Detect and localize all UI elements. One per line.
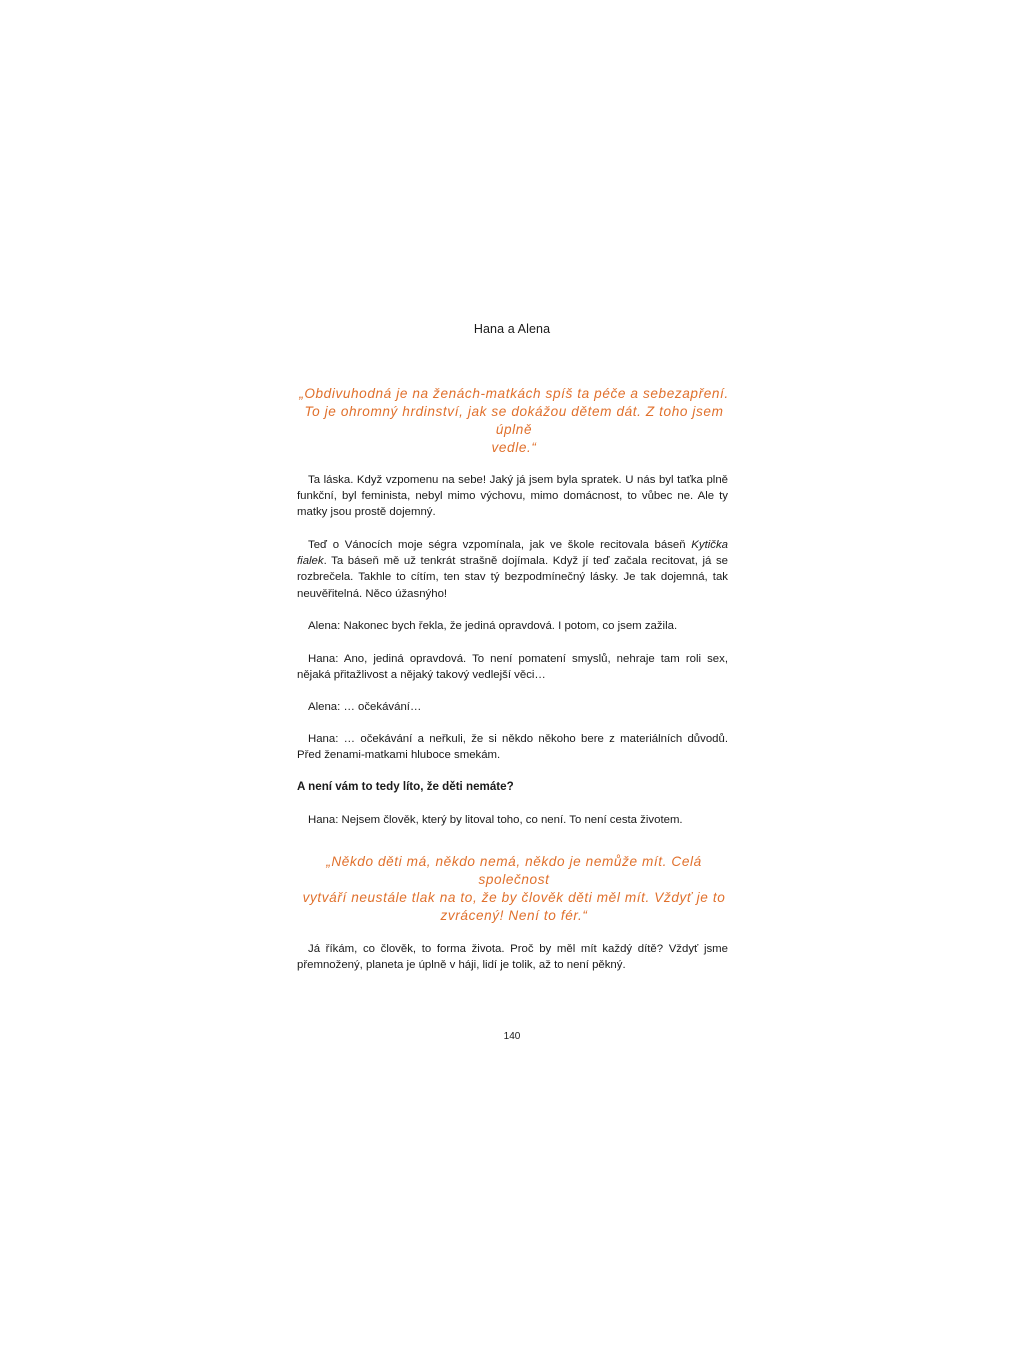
pull-quote-line: vedle.“	[491, 440, 537, 455]
body-paragraph: Ta láska. Když vzpomenu na sebe! Jaký já jsem byla spratek. U nás byl taťka plně funkční, byl feminista, nebyl mimo výchovu, mimo domácnost, to vůbec ne. Ale ty matky jsou prostě dojemný.	[297, 474, 728, 519]
pull-quote-line: „Někdo děti má, někdo nemá, někdo je nemůže mít. Celá společnost	[326, 854, 702, 887]
body-paragraph: Alena: … očekávání…	[308, 701, 422, 713]
body-paragraph: Hana: Ano, jediná opravdová. To není pomatení smyslů, nehraje tam roli sex, nějaká přitažlivost a nějaký takový vedlejší věci…	[297, 653, 728, 682]
pull-quote-line: vytváří neustále tlak na to, že by člověk děti měl mít. Vždyť je to	[302, 890, 726, 905]
body-paragraph	[297, 537, 728, 602]
body-paragraph: Hana: … očekávání a neřkuli, že si někdo někoho bere z materiálních důvodů. Před ženami-matkami hluboce smekám.	[297, 733, 728, 762]
body-paragraph: Hana: Nejsem člověk, který by litoval toho, co není. To není cesta životem.	[308, 814, 683, 826]
pull-quote-line: zvrácený! Není to fér.“	[440, 908, 588, 923]
pull-quote-line: To je ohromný hrdinství, jak se dokážou dětem dát. Z toho jsem úplně	[304, 404, 724, 437]
pull-quote-line: „Obdivuhodná je na ženách-matkách spíš ta péče a sebezapření.	[299, 386, 729, 401]
poem-title: Kytička fialek	[297, 539, 728, 568]
running-head: Hana a Alena	[473, 322, 551, 336]
pull-quote	[296, 385, 732, 457]
paragraph-text: . Ta báseň mě už tenkrát strašně dojímala. Když jí teď začala recitovat, já se rozbrečela. Takhle to cítím, ten stav tý bezpodmínečný lásky. Je tak dojemná, tak neuvěřitelná. Něco úžasnýho!	[297, 555, 728, 600]
paragraph-text: Teď o Vánocích moje ségra vzpomínala, jak ve škole recitovala báseň	[308, 539, 692, 551]
page-number: 140	[503, 1031, 521, 1042]
interview-question: A není vám to tedy líto, že děti nemáte?	[297, 780, 514, 793]
body-paragraph: Já říkám, co člověk, to forma života. Proč by měl mít každý dítě? Vždyť jsme přemnožený, planeta je úplně v háji, lidí je tolik, až to není pěkný.	[297, 943, 728, 972]
pull-quote	[296, 853, 732, 925]
body-paragraph: Alena: Nakonec bych řekla, že jediná opravdová. I potom, co jsem zažila.	[308, 620, 678, 632]
